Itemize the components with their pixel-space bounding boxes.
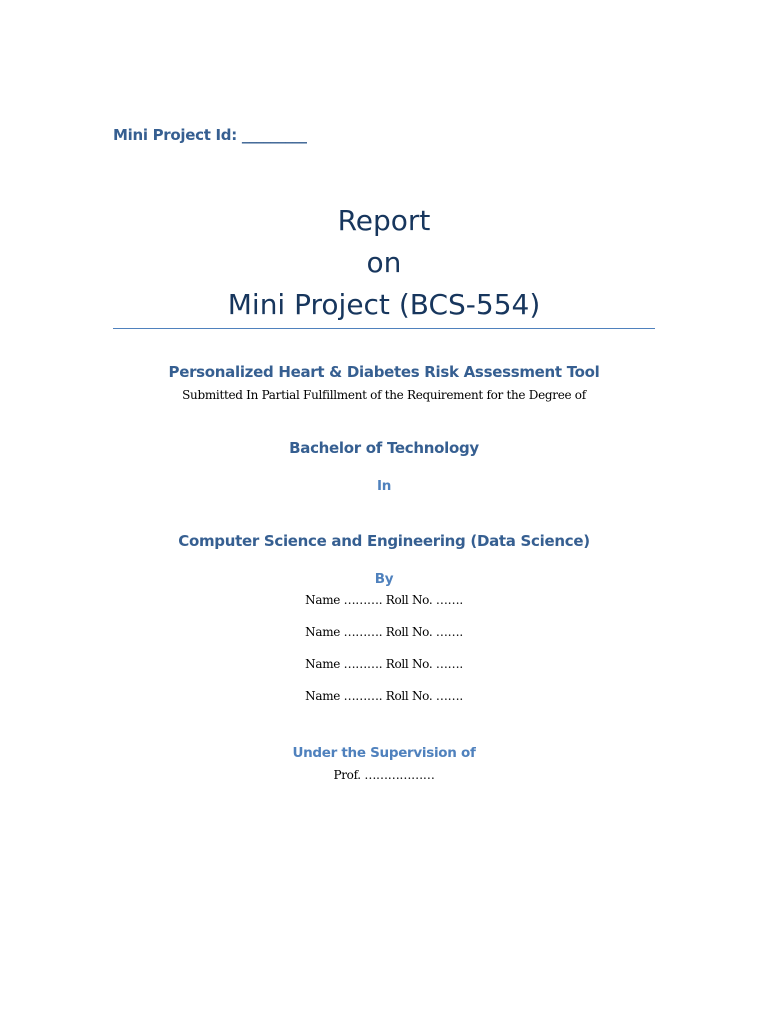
- branch-name: Computer Science and Engineering (Data Science): [178, 532, 590, 550]
- by-label: By: [374, 571, 394, 587]
- mini-project-id-label: Mini Project Id: _________: [113, 126, 307, 144]
- supervision-label: Under the Supervision of: [292, 745, 476, 761]
- student-entry: Name ………. Roll No. …….: [305, 689, 463, 703]
- student-entry: Name ………. Roll No. …….: [305, 625, 463, 639]
- title-divider: [113, 328, 655, 329]
- title-report: Report: [337, 204, 431, 237]
- degree-name: Bachelor of Technology: [289, 439, 479, 457]
- supervisor-name: Prof. ………………: [333, 768, 435, 782]
- student-entry: Name ………. Roll No. …….: [305, 593, 463, 607]
- submitted-statement: Submitted In Partial Fulfillment of the Requirement for the Degree of: [182, 388, 586, 402]
- project-topic: Personalized Heart & Diabetes Risk Assessment Tool: [168, 363, 600, 381]
- title-on: on: [366, 246, 402, 279]
- in-label: In: [376, 478, 392, 494]
- student-entry: Name ………. Roll No. …….: [305, 657, 463, 671]
- title-mini-project: Mini Project (BCS-554): [227, 288, 541, 321]
